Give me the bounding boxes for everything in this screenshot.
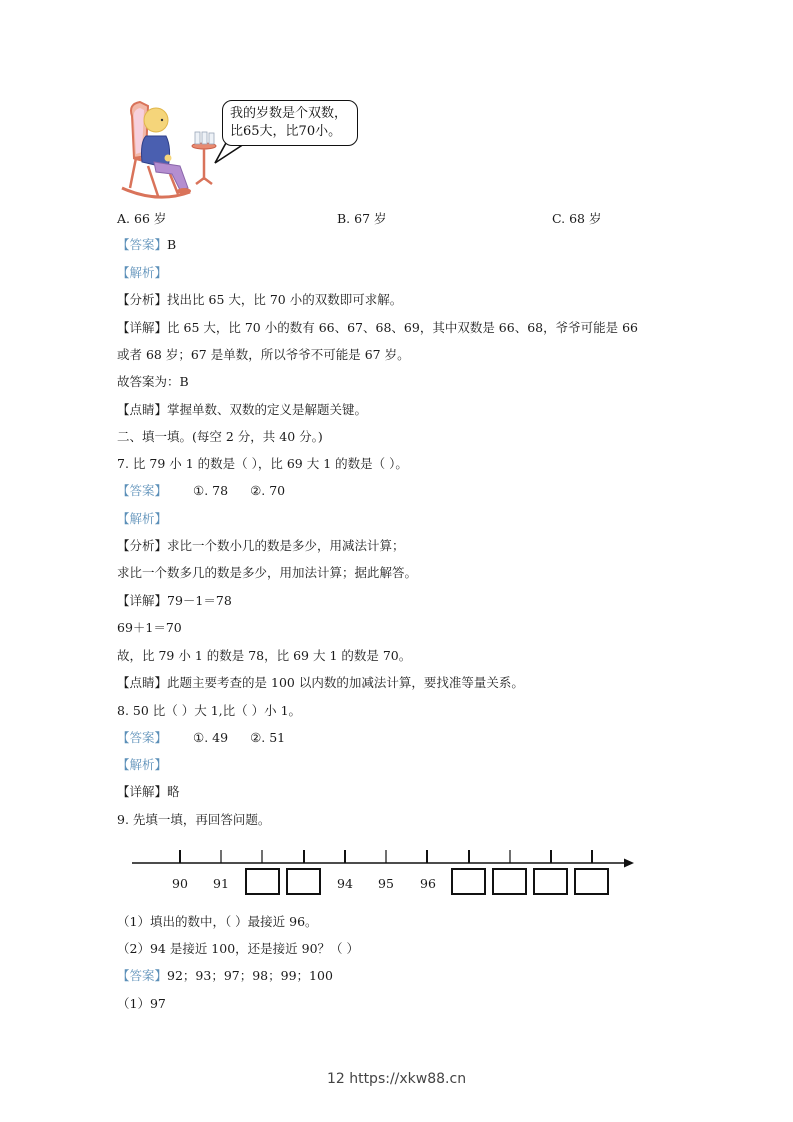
dianjing-text: 掌握单数、双数的定义是解题关键。 <box>167 402 368 417</box>
fenxi-label: 【分析】 <box>117 292 168 307</box>
q6-answer <box>117 237 176 253</box>
tick-label-90: 90 <box>172 876 188 891</box>
xiangjie-text: 79－1＝78 <box>167 593 232 608</box>
q7-xiangjie-1 <box>117 593 232 609</box>
option-c-text: 68 岁 <box>569 211 602 226</box>
analysis-label: 【解析】 <box>117 265 168 280</box>
q7-fenxi-2: 求比一个数多几的数是多少，用加法计算；据此解答。 <box>117 565 418 580</box>
q7-answer <box>117 483 285 499</box>
grandpa-rocking-chair-illustration <box>118 96 218 204</box>
option-c <box>552 211 601 227</box>
fenxi-text: 求比一个数小几的数是多少，用减法计算； <box>167 538 405 553</box>
tick-label-94: 94 <box>337 876 353 891</box>
speech-line-2: 比65大，比70小。 <box>230 124 342 139</box>
dianjing-label: 【点睛】 <box>117 402 168 417</box>
option-b-text: 67 岁 <box>354 211 387 226</box>
q7-conclusion: 故，比 79 小 1 的数是 78，比 69 大 1 的数是 70。 <box>117 648 412 663</box>
q9-question: 9. 先填一填，再回答问题。 <box>117 812 271 827</box>
page-footer: 12 https://xkw88.cn <box>326 1071 467 1087</box>
blank-box-100[interactable] <box>574 868 609 895</box>
q6-fenxi <box>117 292 402 308</box>
q7-xiangjie-2: 69＋1＝70 <box>117 620 182 635</box>
q6-conclusion: 故答案为：B <box>117 374 189 389</box>
q9-sub1: （1）填出的数中，（ ）最接近 96。 <box>117 914 318 929</box>
option-b-label: B. <box>337 211 351 226</box>
answer-2: ②. 51 <box>250 730 286 745</box>
q7-fenxi-1 <box>117 538 405 554</box>
q7-question: 7. 比 79 小 1 的数是（ ），比 69 大 1 的数是（ ）。 <box>117 456 408 471</box>
answer-label: 【答案】 <box>117 237 168 252</box>
blank-box-97[interactable] <box>451 868 486 895</box>
blank-box-92[interactable] <box>245 868 280 895</box>
q9-sub1-answer: （1）97 <box>117 996 166 1011</box>
dianjing-text: 此题主要考查的是 100 以内数的加减法计算，要找准等量关系。 <box>167 675 524 690</box>
dianjing-label: 【点睛】 <box>117 675 168 690</box>
answer-2: ②. 70 <box>250 483 286 498</box>
answer-1: ①. 78 <box>193 483 229 498</box>
blank-box-98[interactable] <box>492 868 527 895</box>
xiangjie-label: 【详解】 <box>117 784 168 799</box>
xiangjie-label: 【详解】 <box>117 320 168 335</box>
option-a-text: 66 岁 <box>134 211 167 226</box>
analysis-label: 【解析】 <box>117 511 168 526</box>
option-c-label: C. <box>552 211 566 226</box>
q6-analysis-heading <box>117 265 167 281</box>
answer-label: 【答案】 <box>117 483 168 498</box>
option-a-label: A. <box>117 211 131 226</box>
q8-xiangjie <box>117 784 180 800</box>
answer-1: ①. 49 <box>193 730 229 745</box>
q8-analysis-heading <box>117 757 167 773</box>
fenxi-label: 【分析】 <box>117 538 168 553</box>
blank-box-99[interactable] <box>533 868 568 895</box>
speech-bubble <box>222 100 358 146</box>
q7-analysis-heading <box>117 511 167 527</box>
speech-bubble-text <box>230 105 347 141</box>
analysis-label: 【解析】 <box>117 757 168 772</box>
q9-sub2: （2）94 是接近 100，还是接近 90？（ ） <box>117 941 360 956</box>
option-a <box>117 211 166 227</box>
speech-line-1: 我的岁数是个双数， <box>230 106 348 121</box>
tick-label-96: 96 <box>420 876 436 891</box>
q6-dianjing <box>117 402 367 418</box>
q6-xiangjie-2: 或者 68 岁；67 是单数，所以爷爷不可能是 67 岁。 <box>117 347 410 362</box>
answer-value: 92；93；97；98；99；100 <box>167 968 333 983</box>
q6-xiangjie-1 <box>117 320 638 336</box>
tick-label-91: 91 <box>213 876 229 891</box>
xiangjie-label: 【详解】 <box>117 593 168 608</box>
q8-question: 8. 50 比（ ）大 1,比（ ）小 1。 <box>117 703 302 718</box>
tick-label-95: 95 <box>378 876 394 891</box>
answer-label: 【答案】 <box>117 968 168 983</box>
xiangjie-text: 比 65 大，比 70 小的数有 66、67、68、69，其中双数是 66、68，爷爷可能是 66 <box>167 320 638 335</box>
blank-box-93[interactable] <box>286 868 321 895</box>
xiangjie-text: 略 <box>167 784 180 799</box>
option-b <box>337 211 387 227</box>
fenxi-text: 找出比 65 大，比 70 小的双数即可求解。 <box>167 292 403 307</box>
answer-label: 【答案】 <box>117 730 168 745</box>
answer-value: B <box>167 237 177 252</box>
q9-answer <box>117 968 333 984</box>
section-title: 二、填一填。(每空 2 分，共 40 分。) <box>117 429 323 444</box>
q7-dianjing <box>117 675 524 691</box>
q8-answer <box>117 730 285 746</box>
